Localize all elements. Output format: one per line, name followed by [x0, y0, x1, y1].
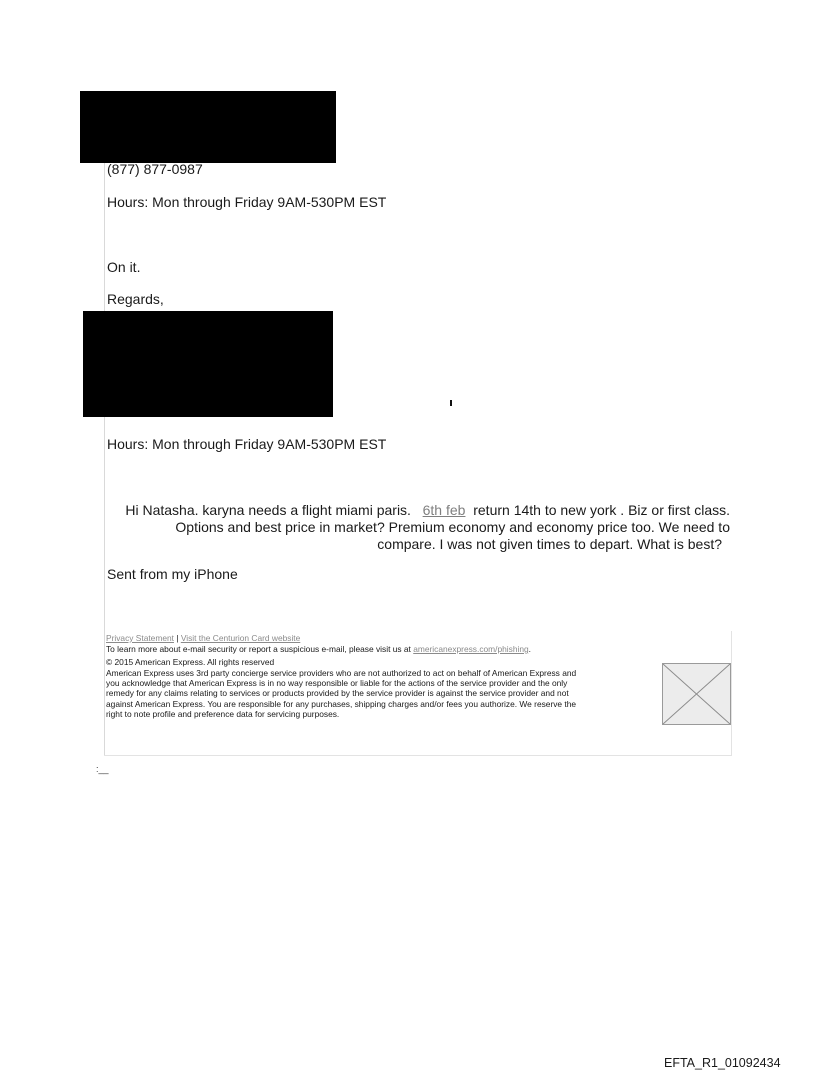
disclaimer-line: remedy for any claims relating to services or products provided by the service provider is against the service provider and not	[106, 688, 569, 699]
disclaimer-line: right to note profile and preference data for servicing purposes.	[106, 708, 340, 719]
phishing-link[interactable]: americanexpress.com/phishing	[413, 644, 529, 654]
disclaimer-text	[106, 668, 656, 719]
message-line-1	[110, 502, 730, 519]
disclaimer-line: against American Express. You are responsible for any purchases, shipping charges and/or fees you authorize. We reserve the	[106, 698, 577, 709]
message-line-3: compare. I was not given times to depart. What is best?	[377, 536, 722, 552]
centurion-card-link[interactable]: Visit the Centurion Card website	[180, 633, 301, 643]
message-text: return 14th to new york . Biz or first class.	[473, 502, 730, 518]
message-line-2: Options and best price in market? Premium economy and economy price too. We need to	[175, 519, 730, 535]
security-notice: To learn more about e-mail security or report a suspicious e-mail, please visit us at americanexpress.com/phishing.	[106, 644, 531, 654]
copyright-text: © 2015 American Express. All rights reserved	[106, 657, 275, 667]
stray-tick-mark	[450, 400, 452, 406]
original-message	[110, 502, 730, 553]
redaction-block	[80, 91, 336, 163]
stray-mark: :__	[96, 764, 109, 774]
hours-text: Hours: Mon through Friday 9AM-530PM EST	[107, 194, 387, 210]
message-text: Hi Natasha. karyna needs a flight miami paris.	[125, 502, 411, 518]
redaction-block	[83, 311, 333, 417]
footer-links	[106, 633, 300, 643]
hours-text: Hours: Mon through Friday 9AM-530PM EST	[107, 436, 387, 452]
date-link[interactable]: 6th feb	[422, 502, 466, 518]
privacy-statement-link[interactable]: Privacy Statement	[106, 633, 174, 643]
disclaimer-line: American Express uses 3rd party concierge service providers who are not authorized to act on behalf of American Express and	[106, 668, 577, 678]
security-text: To learn more about e-mail security or report a suspicious e-mail, please visit us at	[106, 644, 411, 654]
disclaimer-line: you acknowledge that American Express is in no way responsible or liable for the actions of the service provider and the only	[106, 678, 568, 689]
document-id: EFTA_R1_01092434	[664, 1056, 781, 1070]
link-separator: |	[176, 633, 179, 643]
closing-text: Regards,	[107, 291, 164, 307]
reply-body: On it.	[107, 259, 141, 275]
broken-image-icon	[662, 663, 731, 725]
signature-text: Sent from my iPhone	[107, 566, 238, 582]
phone-number: (877) 877-0987	[107, 161, 203, 177]
